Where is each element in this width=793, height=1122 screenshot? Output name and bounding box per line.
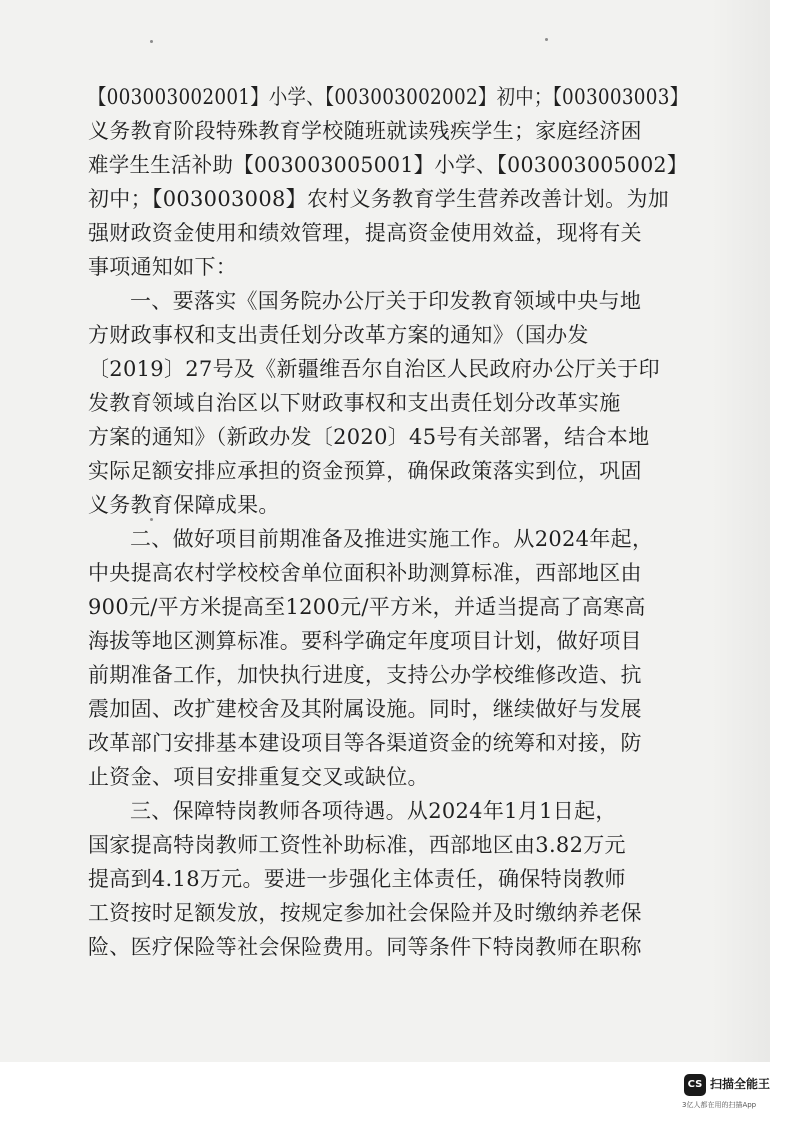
document-line: 实际足额安排应承担的资金预算，确保政策落实到位，巩固 [88, 459, 642, 483]
document-line: 义务教育保障成果。 [88, 493, 280, 517]
document-line: 〔2019〕27号及《新疆维吾尔自治区人民政府办公厅关于印 [88, 357, 660, 381]
document-line: 国家提高特岗教师工资性补助标准，西部地区由3.82万元 [88, 833, 626, 857]
document-line: 工资按时足额发放，按规定参加社会保险并及时缴纳养老保 [88, 901, 642, 925]
document-line: 前期准备工作，加快执行进度，支持公办学校维修改造、抗 [88, 663, 642, 687]
document-body [88, 80, 688, 964]
document-line: 初中；【003003008】农村义务教育学生营养改善计划。为加 [88, 187, 670, 211]
document-line: 险、医疗保险等社会保险费用。同等条件下特岗教师在职称 [88, 935, 642, 959]
watermark-brand: 扫描全能王 [710, 1077, 771, 1091]
document-line: 义务教育阶段特殊教育学校随班就读残疾学生；家庭经济困 [88, 119, 642, 143]
document-line: 一、要落实《国务院办公厅关于印发教育领域中央与地 [130, 289, 642, 313]
document-line: 海拔等地区测算标准。要科学确定年度项目计划，做好项目 [88, 629, 642, 653]
scan-speck [150, 40, 153, 43]
document-line: 震加固、改扩建校舍及其附属设施。同时，继续做好与发展 [88, 697, 642, 721]
document-line: 方案的通知》（新政办发〔2020〕45号有关部署，结合本地 [88, 425, 650, 449]
document-line: 三、保障特岗教师各项待遇。从2024年1月1日起， [130, 799, 617, 823]
camscanner-logo-icon: CS [684, 1074, 706, 1096]
document-line: 事项通知如下： [88, 255, 238, 279]
scan-speck [545, 38, 548, 41]
document-line: 提高到4.18万元。要进一步强化主体责任，确保特岗教师 [88, 867, 626, 891]
document-line: 发教育领域自治区以下财政事权和支出责任划分改革实施 [88, 391, 621, 415]
document-line: 改革部门安排基本建设项目等各渠道资金的统筹和对接，防 [88, 731, 642, 755]
document-line: 【003003002001】小学、【003003002002】初中；【003003003】 [88, 85, 689, 109]
document-line: 强财政资金使用和绩效管理，提高资金使用效益，现将有关 [88, 221, 642, 245]
document-line: 难学生生活补助【003003005001】小学、【003003005002】 [88, 153, 688, 177]
document-line: 二、做好项目前期准备及推进实施工作。从2024年起， [130, 527, 654, 551]
document-line: 方财政事权和支出责任划分改革方案的通知》（国办发 [88, 323, 589, 347]
scan-shadow [710, 0, 770, 1062]
watermark-slogan: 3亿人都在用的扫描App [682, 1101, 757, 1109]
document-line: 900元/平方米提高至1200元/平方米，并适当提高了高寒高 [88, 595, 646, 619]
document-line: 中央提高农村学校校舍单位面积补助测算标准，西部地区由 [88, 561, 642, 585]
camscanner-watermark [648, 1070, 788, 1114]
document-line: 止资金、项目安排重复交叉或缺位。 [88, 765, 429, 789]
